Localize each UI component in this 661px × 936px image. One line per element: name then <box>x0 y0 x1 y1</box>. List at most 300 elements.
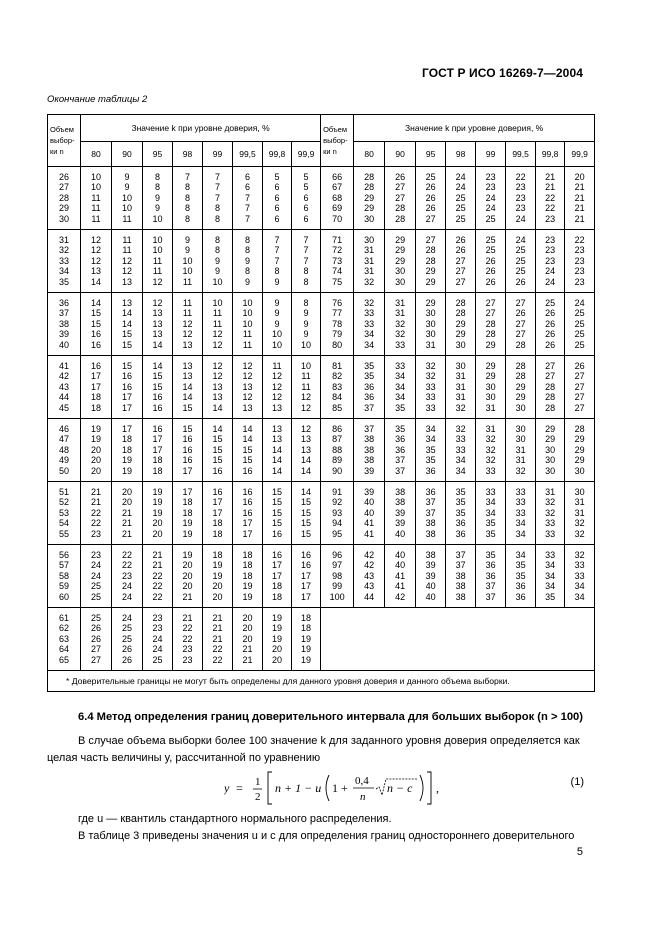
k-value-cell <box>292 482 321 545</box>
k-value: 21 <box>574 213 585 224</box>
k-value: 23 <box>90 528 101 539</box>
k-value: 19 <box>90 434 101 445</box>
formula-left-bracket <box>268 772 272 804</box>
k-value: 7 <box>303 234 309 245</box>
k-value: 19 <box>182 549 193 560</box>
k-value: 25 <box>515 255 526 266</box>
k-value: 36 <box>455 518 466 529</box>
k-value-cell <box>292 356 321 419</box>
k-value: 23 <box>182 654 193 665</box>
k-value: 22 <box>152 570 163 581</box>
k-value: 11 <box>182 276 193 287</box>
k-value: 24 <box>485 192 496 203</box>
sample-size-value: 70 <box>332 213 343 224</box>
k-value: 27 <box>455 266 466 277</box>
k-value: 15 <box>90 318 101 329</box>
k-value: 15 <box>212 455 223 466</box>
k-value: 34 <box>574 591 585 602</box>
k-value: 13 <box>182 339 193 350</box>
sample-size-value: 28 <box>58 192 69 203</box>
k-value: 27 <box>90 644 101 655</box>
confidence-table <box>47 114 595 692</box>
k-value-cell <box>263 482 292 545</box>
sample-size-value: 46 <box>58 423 69 434</box>
k-value: 18 <box>152 465 163 476</box>
k-value: 35 <box>455 497 466 508</box>
level-header: 80 <box>81 142 112 167</box>
k-value: 28 <box>545 402 556 413</box>
sample-size-value: 44 <box>58 392 69 403</box>
k-value: 31 <box>485 423 496 434</box>
k-value: 19 <box>152 507 163 518</box>
k-value: 17 <box>121 402 132 413</box>
sample-size-value: 56 <box>58 549 69 560</box>
k-value: 26 <box>545 308 556 319</box>
k-value: 31 <box>425 339 436 350</box>
k-value: 29 <box>455 329 466 340</box>
k-value: 20 <box>182 581 193 592</box>
k-value: 34 <box>515 518 526 529</box>
k-value: 36 <box>425 465 436 476</box>
k-value-cell <box>416 167 446 230</box>
k-value: 17 <box>271 560 282 571</box>
k-value: 33 <box>515 507 526 518</box>
k-value: 36 <box>485 560 496 571</box>
k-value: 9 <box>154 192 160 203</box>
k-value: 30 <box>485 392 496 403</box>
k-value: 15 <box>271 507 282 518</box>
formula-right-paren <box>420 775 423 801</box>
k-value: 23 <box>545 255 556 266</box>
k-value-cell <box>233 167 263 230</box>
k-value: 35 <box>515 570 526 581</box>
k-value: 25 <box>515 245 526 256</box>
k-value: 30 <box>515 423 526 434</box>
k-value-cell <box>203 356 233 419</box>
sample-size-value: 59 <box>58 581 69 592</box>
sample-size-value: 79 <box>332 329 343 340</box>
k-value-cell <box>416 545 446 608</box>
k-value-cell <box>81 608 112 671</box>
k-value-cell <box>446 545 476 608</box>
k-value: 24 <box>152 633 163 644</box>
k-value: 41 <box>364 518 375 529</box>
k-value: 32 <box>545 497 556 508</box>
k-value: 16 <box>182 434 193 445</box>
k-value: 29 <box>485 339 496 350</box>
k-value: 19 <box>121 455 132 466</box>
k-value: 25 <box>455 213 466 224</box>
k-value: 15 <box>212 434 223 445</box>
table-row-group <box>48 293 595 356</box>
k-value: 31 <box>364 266 375 277</box>
k-value: 43 <box>364 570 375 581</box>
k-value: 34 <box>395 371 406 382</box>
formula-graphic <box>224 768 524 808</box>
k-value: 30 <box>545 455 556 466</box>
k-value: 20 <box>242 612 253 623</box>
k-value: 22 <box>545 192 556 203</box>
k-value: 23 <box>574 276 585 287</box>
k-value: 6 <box>303 213 309 224</box>
k-value: 31 <box>485 402 496 413</box>
k-value: 23 <box>485 182 496 193</box>
k-value: 21 <box>574 182 585 193</box>
k-value: 9 <box>154 203 160 214</box>
level-header: 99 <box>203 142 233 167</box>
section-title: 6.4 Метод определения границ доверительного интервала для больших выборок (n > 100) <box>78 711 584 723</box>
k-value: 10 <box>242 308 253 319</box>
k-value: 9 <box>274 308 280 319</box>
k-value: 31 <box>395 297 406 308</box>
k-value: 23 <box>574 266 585 277</box>
k-value: 19 <box>121 465 132 476</box>
sample-size-cell <box>321 356 354 419</box>
k-value: 20 <box>182 560 193 571</box>
k-value: 15 <box>301 497 312 508</box>
k-value: 16 <box>121 381 132 392</box>
k-value: 24 <box>485 203 496 214</box>
k-value: 26 <box>455 245 466 256</box>
k-value: 11 <box>91 213 101 224</box>
k-value: 21 <box>121 528 132 539</box>
k-value: 32 <box>455 402 466 413</box>
k-value: 10 <box>121 192 132 203</box>
k-value-cell <box>263 356 292 419</box>
k-value: 32 <box>425 360 436 371</box>
k-value: 14 <box>152 360 163 371</box>
k-value: 15 <box>90 308 101 319</box>
sample-size-value: 69 <box>332 203 343 214</box>
paragraph-table3: В таблице 3 приведены значения u и c для определения границ одностороннего доверительного <box>78 830 575 842</box>
k-value: 21 <box>212 623 223 634</box>
k-value: 22 <box>212 654 223 665</box>
sample-size-header-line: ки n <box>50 147 64 156</box>
level-header: 95 <box>143 142 173 167</box>
k-value-cell <box>233 230 263 293</box>
k-value: 16 <box>182 455 193 466</box>
k-value: 21 <box>545 182 556 193</box>
k-value: 29 <box>545 434 556 445</box>
k-value: 34 <box>545 581 556 592</box>
k-value: 33 <box>485 486 496 497</box>
k-value: 34 <box>545 570 556 581</box>
k-value-cell <box>354 545 385 608</box>
k-value: 25 <box>90 612 101 623</box>
k-value: 27 <box>485 297 496 308</box>
k-value: 18 <box>301 623 312 634</box>
k-value: 34 <box>425 423 436 434</box>
k-value: 19 <box>301 633 312 644</box>
k-value: 15 <box>301 518 312 529</box>
formula-body: n + 1 − u <box>275 781 322 795</box>
k-value: 8 <box>214 234 220 245</box>
k-value: 13 <box>212 381 223 392</box>
k-value-cell <box>143 293 173 356</box>
k-value: 5 <box>303 182 309 193</box>
k-value-cell <box>536 482 565 545</box>
k-value: 38 <box>425 528 436 539</box>
k-value: 22 <box>545 203 556 214</box>
k-value: 15 <box>121 329 132 340</box>
k-value: 31 <box>455 392 466 403</box>
k-value: 18 <box>182 507 193 518</box>
k-value: 44 <box>364 591 375 602</box>
k-value: 12 <box>152 297 163 308</box>
level-header: 99,5 <box>233 142 263 167</box>
level-header: 95 <box>416 142 446 167</box>
k-value: 39 <box>425 570 436 581</box>
k-value-cell <box>565 419 595 482</box>
document-header: ГОСТ Р ИСО 16269-7—2004 <box>421 66 583 80</box>
k-value: 21 <box>545 171 556 182</box>
k-value: 38 <box>395 486 406 497</box>
k-value: 18 <box>271 591 282 602</box>
sample-size-header-line: ки n <box>323 147 337 156</box>
k-value: 7 <box>303 245 309 256</box>
k-value: 16 <box>212 465 223 476</box>
k-value: 12 <box>121 255 132 266</box>
k-value: 29 <box>574 434 585 445</box>
k-value: 20 <box>574 171 585 182</box>
sample-size-cell <box>321 482 354 545</box>
k-value: 32 <box>574 549 585 560</box>
k-value-cell <box>536 230 565 293</box>
k-value: 31 <box>545 486 556 497</box>
k-value: 34 <box>515 528 526 539</box>
k-value: 30 <box>455 360 466 371</box>
k-value: 16 <box>242 497 253 508</box>
k-value: 17 <box>90 381 101 392</box>
k-value-cell <box>354 356 385 419</box>
confidence-level-header: Значение k при уровне доверия, % <box>354 115 595 142</box>
k-value: 31 <box>364 255 375 266</box>
sample-size-cell <box>321 167 354 230</box>
k-value: 29 <box>395 245 406 256</box>
level-header: 99,9 <box>565 142 595 167</box>
k-value-cell <box>385 482 416 545</box>
k-value-cell <box>354 482 385 545</box>
k-value: 24 <box>121 612 132 623</box>
k-value: 20 <box>212 581 223 592</box>
sample-size-value: 63 <box>58 633 69 644</box>
k-value: 14 <box>271 465 282 476</box>
sample-size-header-line: Объем <box>323 125 347 134</box>
k-value: 30 <box>485 381 496 392</box>
k-value: 25 <box>455 192 466 203</box>
k-value: 9 <box>303 329 309 340</box>
k-value: 22 <box>574 234 585 245</box>
k-value: 11 <box>152 255 163 266</box>
k-value: 18 <box>301 612 312 623</box>
k-value: 8 <box>214 203 220 214</box>
k-value: 25 <box>485 213 496 224</box>
k-value: 37 <box>425 497 436 508</box>
k-value: 35 <box>395 402 406 413</box>
k-value-cell <box>385 419 416 482</box>
k-value: 23 <box>152 612 163 623</box>
k-value: 28 <box>515 339 526 350</box>
k-value: 33 <box>395 339 406 350</box>
k-value: 42 <box>395 591 406 602</box>
table-row-group <box>48 545 595 608</box>
k-value: 36 <box>515 581 526 592</box>
k-value: 18 <box>212 518 223 529</box>
k-value: 18 <box>152 455 163 466</box>
k-value: 30 <box>574 465 585 476</box>
k-value: 11 <box>301 381 311 392</box>
k-value: 33 <box>485 465 496 476</box>
k-value-cell <box>292 608 321 671</box>
k-value: 6 <box>274 192 280 203</box>
k-value: 40 <box>364 507 375 518</box>
k-value: 37 <box>455 549 466 560</box>
k-value: 33 <box>574 560 585 571</box>
k-value: 34 <box>364 329 375 340</box>
k-value: 8 <box>184 213 190 224</box>
k-value: 16 <box>182 444 193 455</box>
k-value: 12 <box>121 266 132 277</box>
k-value: 24 <box>515 213 526 224</box>
k-value-cell <box>385 356 416 419</box>
k-value: 27 <box>455 276 466 287</box>
k-value: 27 <box>574 402 585 413</box>
k-value: 16 <box>152 423 163 434</box>
k-value: 23 <box>485 171 496 182</box>
k-value: 22 <box>90 518 101 529</box>
k-value: 9 <box>303 308 309 319</box>
k-value: 8 <box>274 266 280 277</box>
k-value: 19 <box>242 581 253 592</box>
k-value: 7 <box>244 213 250 224</box>
k-value: 12 <box>301 392 312 403</box>
k-value: 28 <box>425 255 436 266</box>
k-value: 43 <box>364 581 375 592</box>
k-value-cell <box>263 293 292 356</box>
k-value-cell <box>263 419 292 482</box>
k-value: 33 <box>545 549 556 560</box>
sample-size-cell <box>48 167 81 230</box>
k-value: 27 <box>515 297 526 308</box>
k-value-cell <box>233 419 263 482</box>
k-value: 41 <box>395 581 406 592</box>
k-value: 26 <box>425 203 436 214</box>
k-value: 17 <box>212 497 223 508</box>
k-value: 16 <box>271 528 282 539</box>
k-value: 12 <box>182 329 193 340</box>
k-value: 16 <box>90 329 101 340</box>
k-value: 8 <box>244 245 250 256</box>
k-value: 16 <box>152 392 163 403</box>
k-value: 39 <box>395 518 406 529</box>
k-value: 13 <box>90 266 101 277</box>
sample-size-value: 67 <box>332 182 343 193</box>
sample-size-value: 37 <box>58 308 69 319</box>
k-value: 15 <box>271 518 282 529</box>
formula-frac-num: 0,4 <box>355 775 369 787</box>
k-value: 29 <box>515 381 526 392</box>
k-value: 16 <box>90 339 101 350</box>
sample-size-cell <box>48 545 81 608</box>
k-value-cell <box>506 545 536 608</box>
k-value: 21 <box>182 612 193 623</box>
k-value: 9 <box>274 276 280 287</box>
k-value-cell <box>416 230 446 293</box>
k-value: 27 <box>425 213 436 224</box>
k-value: 16 <box>90 360 101 371</box>
k-value-cell <box>354 419 385 482</box>
k-value: 16 <box>242 465 253 476</box>
k-value: 9 <box>214 266 220 277</box>
page-number: 5 <box>576 846 583 858</box>
k-value: 28 <box>395 203 406 214</box>
k-value: 22 <box>212 644 223 655</box>
k-value: 30 <box>455 339 466 350</box>
k-value: 29 <box>515 392 526 403</box>
k-value: 16 <box>121 371 132 382</box>
k-value: 17 <box>182 465 193 476</box>
k-value-cell <box>143 545 173 608</box>
k-value: 14 <box>271 455 282 466</box>
k-value: 27 <box>574 392 585 403</box>
k-value: 30 <box>425 318 436 329</box>
k-value: 8 <box>184 203 190 214</box>
k-value-cell <box>476 356 506 419</box>
k-value: 14 <box>212 402 223 413</box>
k-value-cell <box>143 356 173 419</box>
k-value: 25 <box>121 623 132 634</box>
formula-lhs: y <box>224 781 230 795</box>
k-value: 34 <box>455 465 466 476</box>
k-value: 28 <box>455 308 466 319</box>
k-value: 32 <box>515 465 526 476</box>
level-header: 90 <box>385 142 416 167</box>
k-value-cell <box>81 293 112 356</box>
k-value: 26 <box>395 171 406 182</box>
k-value: 26 <box>574 360 585 371</box>
k-value: 28 <box>395 213 406 224</box>
k-value: 31 <box>574 497 585 508</box>
k-value-cell <box>173 419 203 482</box>
k-value-cell <box>292 230 321 293</box>
k-value: 35 <box>455 507 466 518</box>
k-value: 35 <box>364 360 375 371</box>
k-value: 14 <box>242 423 253 434</box>
k-value-cell <box>476 545 506 608</box>
k-value: 17 <box>152 434 163 445</box>
k-value: 9 <box>303 318 309 329</box>
k-value: 12 <box>212 329 223 340</box>
k-value: 34 <box>455 455 466 466</box>
k-value: 8 <box>154 171 160 182</box>
sample-size-value: 60 <box>58 591 69 602</box>
k-value: 33 <box>515 497 526 508</box>
k-value-cell <box>173 356 203 419</box>
k-value: 34 <box>574 581 585 592</box>
k-value: 17 <box>301 581 312 592</box>
k-value: 23 <box>121 570 132 581</box>
sample-size-value: 94 <box>332 518 343 529</box>
k-value: 12 <box>242 371 253 382</box>
k-value: 32 <box>574 518 585 529</box>
k-value: 38 <box>425 549 436 560</box>
k-value: 29 <box>455 318 466 329</box>
k-value: 26 <box>485 255 496 266</box>
k-value: 28 <box>515 360 526 371</box>
k-value: 19 <box>152 486 163 497</box>
k-value: 21 <box>152 549 163 560</box>
k-value-cell <box>112 608 143 671</box>
